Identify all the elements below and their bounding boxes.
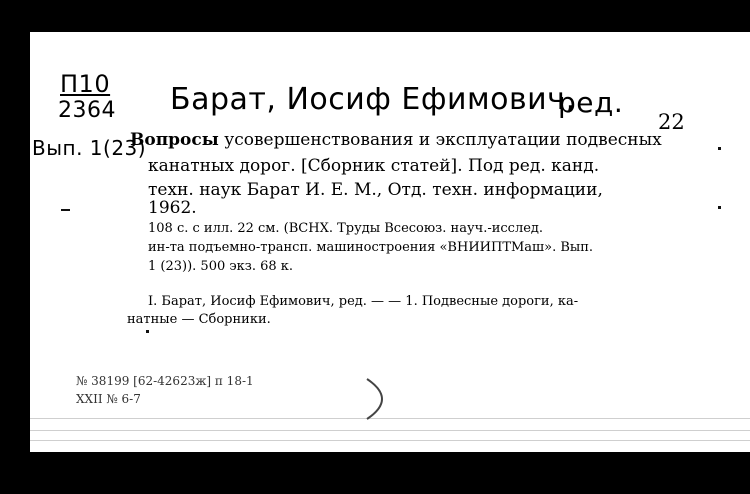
scan-speck	[61, 209, 70, 211]
scan-speck	[146, 330, 149, 333]
scan-ruling-line	[30, 440, 750, 441]
footer-line-2: ХХII № 6-7	[76, 392, 141, 406]
shelfmark-top: П10	[60, 70, 111, 98]
handwritten-author: Барат, Иосиф Ефимович,	[170, 82, 576, 117]
footer-line-1: № 38199 [62-42623ж] п 18-1	[76, 374, 254, 388]
shelfmark-bottom: 2364	[58, 98, 116, 123]
card-number: 22	[658, 110, 685, 134]
tracing-line-1: I. Барат, Иосиф Ефимович, ред. — — 1. Подвесные дороги, ка-	[148, 294, 579, 309]
tracing-line-2: натные — Сборники.	[127, 312, 271, 327]
title-line-3: техн. наук Барат И. Е. М., Отд. техн. информации,	[148, 180, 603, 200]
scan-ruling-line	[30, 430, 750, 431]
faded-stamp	[362, 374, 402, 424]
title-line-2: канатных дорог. [Сборник статей]. Под ред. канд.	[148, 156, 600, 176]
handwritten-author-role: ред.	[558, 86, 624, 119]
description-line-3: 1 (23)). 500 экз. 68 к.	[148, 259, 294, 274]
title-line-1	[130, 130, 662, 150]
title-line-1-rest: усовершенствования и эксплуатации подвесных	[224, 130, 662, 150]
description-line-2: ин-та подъемно-трансп. машиностроения «ВНИИПТМаш». Вып.	[148, 240, 594, 255]
catalog-card	[30, 32, 750, 452]
scan-bottom-border	[0, 452, 750, 494]
scan-top-border	[0, 0, 750, 32]
scan-speck	[718, 206, 721, 209]
scan-speck	[718, 147, 721, 150]
handwritten-issue: Вып. 1(23)	[32, 136, 147, 160]
description-line-1: 108 с. с илл. 22 см. (ВСНХ. Труды Всесоюз. науч.-исслед.	[148, 221, 544, 236]
title-bold-word: Вопросы	[130, 130, 219, 150]
title-line-4: 1962.	[148, 198, 197, 218]
